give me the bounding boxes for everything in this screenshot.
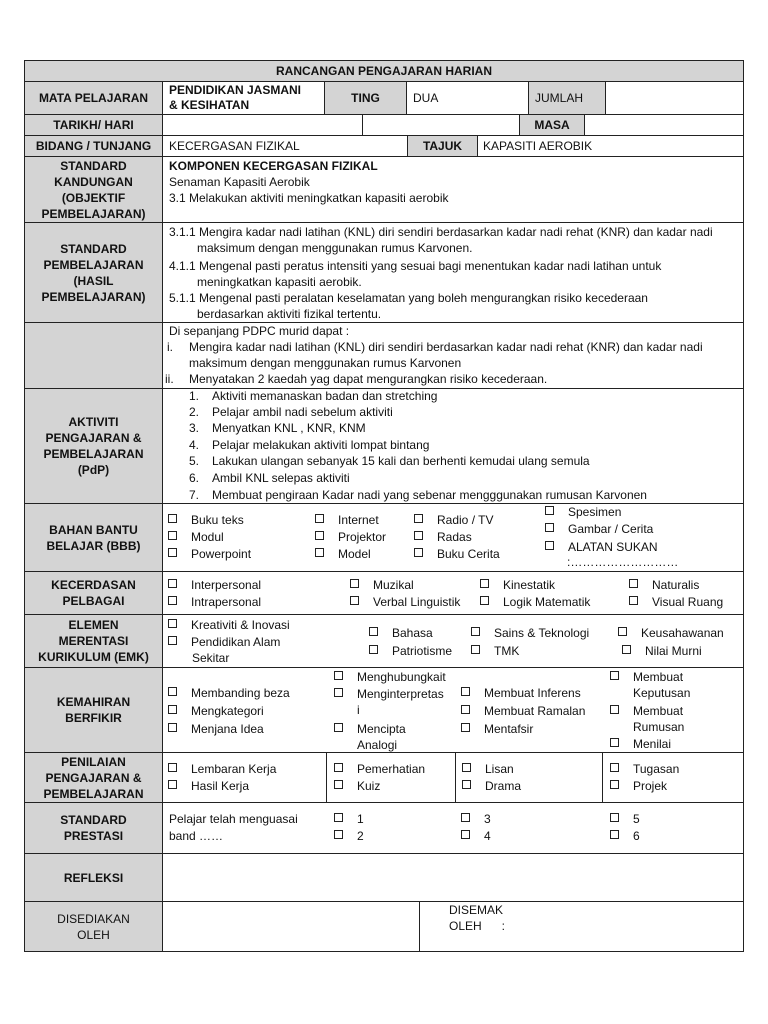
checkbox-icon (480, 596, 489, 605)
prestasi-text-1: Pelajar telah menguasai (169, 812, 298, 826)
kp-option-label: Naturalis (652, 578, 700, 592)
masa-value[interactable] (584, 114, 744, 136)
checkbox-icon (629, 579, 638, 588)
kp-option-label: Kinestatik (503, 578, 556, 592)
aktiviti-num: 3. (189, 421, 200, 435)
band-option[interactable] (334, 811, 364, 827)
checkbox-icon (462, 780, 471, 789)
tajuk-value[interactable] (477, 135, 744, 157)
checkbox-icon (168, 780, 177, 789)
kb-option-label: Membuat (633, 704, 684, 718)
refleksi-label-text: REFLEKSI (63, 870, 124, 885)
checkbox-icon (334, 763, 343, 772)
band-option[interactable] (610, 811, 640, 827)
prestasi-label-lines (60, 812, 126, 844)
masa-label (519, 114, 585, 136)
checkbox-icon (315, 531, 324, 540)
kb-option[interactable] (334, 686, 444, 702)
bbb-option-label: Modul (191, 530, 224, 544)
penilaian-option[interactable] (334, 761, 425, 777)
kp-label (24, 571, 163, 615)
kp-option[interactable] (480, 594, 590, 610)
bbb-option[interactable] (168, 529, 224, 545)
bidang-label-text: BIDANG / TUNJANG (35, 139, 152, 153)
prestasi-label-line: STANDARD (60, 813, 127, 827)
emk-option-label: Bahasa (392, 626, 433, 640)
penilaian-option-label: Lembaran Kerja (191, 762, 277, 776)
checkbox-icon (350, 579, 359, 588)
tajuk-label (407, 135, 478, 157)
band-option[interactable] (461, 811, 491, 827)
kb-label-lines (57, 694, 130, 726)
checkbox-icon (334, 671, 343, 680)
checkbox-icon (471, 627, 480, 636)
penilaian-option-label: Hasil Kerja (191, 779, 250, 793)
kb-option-label: Mentafsir (484, 722, 534, 736)
kp-label-lines (51, 577, 136, 609)
checkbox-icon (471, 645, 480, 654)
checkbox-icon (610, 813, 619, 822)
standard-pembelajaran-content[interactable] (162, 222, 744, 323)
checkbox-icon (414, 548, 423, 557)
aktiviti-content[interactable] (162, 388, 744, 504)
checkbox-icon (168, 548, 177, 557)
sp-item-1-b: maksimum dengan menggunakan rumus Karvonen. (197, 241, 473, 255)
checkbox-icon (168, 705, 177, 714)
jumlah-label (528, 81, 606, 115)
standard-kandungan-label (24, 156, 163, 223)
penilaian-option[interactable] (168, 778, 249, 794)
mata-pelajaran-line-2: & KESIHATAN (169, 98, 250, 112)
kb-option-label: Membuat (633, 670, 684, 684)
bidang-label (24, 135, 163, 157)
band-option-label: 2 (357, 829, 364, 843)
checkbox-icon (334, 723, 343, 732)
checkbox-icon (462, 763, 471, 772)
jumlah-value[interactable] (605, 81, 744, 115)
bbb-option-label: Gambar / Cerita (568, 522, 654, 536)
checkbox-icon (168, 763, 177, 772)
emk-option[interactable] (168, 617, 290, 633)
checkbox-icon (610, 780, 619, 789)
kb-option[interactable] (334, 669, 446, 685)
checkbox-icon (545, 523, 554, 532)
aktiviti-item: Pelajar ambil nadi sebelum aktiviti (212, 405, 393, 419)
bbb-content (162, 503, 744, 572)
sp-label-line: PEMBELAJARAN (43, 257, 144, 272)
band-option-label: 1 (357, 812, 364, 826)
kp-option[interactable] (629, 577, 699, 593)
kb-option[interactable] (610, 736, 671, 752)
emk-option[interactable] (622, 643, 702, 659)
aktiviti-label-lines (43, 414, 143, 478)
checkbox-icon (610, 830, 619, 839)
aktiviti-num: 1. (189, 389, 200, 403)
band-option-label: 3 (484, 812, 491, 826)
masa-label-text: MASA (534, 118, 570, 132)
bbb-option-label: Buku teks (191, 513, 244, 527)
penilaian-label-lines (43, 754, 143, 802)
emk-option-label: Patriotisme (392, 644, 453, 658)
checkbox-icon (461, 830, 470, 839)
mata-pelajaran-label (24, 81, 163, 115)
emk-option-label: Nilai Murni (645, 644, 702, 658)
refleksi-content[interactable] (162, 853, 744, 902)
checkbox-icon (610, 738, 619, 747)
band-option-label: 6 (633, 829, 640, 843)
checkbox-icon (461, 687, 470, 696)
aktiviti-item: Aktiviti memanaskan badan dan stretching (212, 389, 438, 403)
penilaian-option[interactable] (168, 761, 276, 777)
penilaian-label-line: PENGAJARAN & (45, 770, 142, 785)
emk-option[interactable] (618, 625, 724, 641)
tarikh-label-text: TARIKH/ HARI (53, 118, 134, 132)
ting-label-text: TING (351, 91, 380, 105)
bbb-option-label: Powerpoint (191, 547, 252, 561)
kp-option[interactable] (629, 594, 723, 610)
emk-label-line: MERENTASI (58, 634, 129, 648)
kb-option[interactable] (168, 685, 290, 701)
kb-option-label: Mencipta (357, 722, 406, 736)
tarikh-label (24, 114, 163, 136)
sp-item-2-b: meningkatkan kapasiti aerobik. (197, 275, 362, 289)
bbb-option-label: Internet (338, 513, 379, 527)
bbb-option[interactable] (414, 546, 500, 562)
penilaian-option[interactable] (462, 778, 521, 794)
objektif-intro: Di sepanjang PDPC murid dapat : (169, 324, 350, 338)
alatan-sukan-dots: :……………………… (567, 555, 679, 569)
checkbox-icon (334, 688, 343, 697)
bbb-option[interactable] (315, 546, 371, 562)
emk-option[interactable] (471, 643, 519, 659)
penilaian-option-label: Projek (633, 779, 668, 793)
aktiviti-item: Lakukan ulangan sebanyak 15 kali dan berhenti kemudai ulang semula (212, 454, 590, 468)
band-option-label: 4 (484, 829, 491, 843)
checkbox-icon (461, 723, 470, 732)
kb-content (162, 667, 744, 753)
kb-option[interactable] (610, 703, 683, 719)
checkbox-icon (334, 830, 343, 839)
bbb-option[interactable] (545, 539, 658, 555)
penilaian-option-label: Lisan (485, 762, 514, 776)
bbb-option-label: Model (338, 547, 371, 561)
penilaian-label-line: PEMBELAJARAN (43, 786, 144, 801)
disediakan-line: OLEH (77, 927, 110, 942)
sk-label-line: (OBJEKTIF (61, 190, 126, 205)
kb-option[interactable] (610, 669, 683, 685)
bbb-option[interactable] (168, 546, 251, 562)
aktiviti-label-line: PENGAJARAN & (45, 431, 142, 445)
kb-label-line: KEMAHIRAN (56, 695, 131, 709)
aktiviti-item: Menyatkan KNL , KNR, KNM (212, 421, 366, 435)
penilaian-label-line: PENILAIAN (61, 754, 126, 769)
emk-option[interactable] (369, 625, 433, 641)
kb-option-label-cont: Analogi (357, 738, 398, 752)
checkbox-icon (168, 596, 177, 605)
kb-option-label: Menilai (633, 737, 672, 751)
kb-option[interactable] (334, 721, 406, 737)
bbb-option-label: Radio / TV (437, 513, 494, 527)
aktiviti-num: 4. (189, 438, 200, 452)
prestasi-text-2: band …… (169, 829, 224, 843)
penilaian-option-label: Tugasan (633, 762, 680, 776)
sk-label-line: KANDUNGAN (54, 174, 133, 189)
emk-option-label-cont: Sekitar (192, 651, 230, 665)
sp-item-3-b: berdasarkan aktiviti fizikal tertentu. (197, 307, 382, 321)
sk-label-line: STANDARD (60, 158, 127, 173)
bbb-label (24, 503, 163, 572)
checkbox-icon (618, 627, 627, 636)
aktiviti-item: Membuat pengiraan Kadar nadi yang sebenar mengggunakan rumusan Karvonen (212, 488, 647, 502)
checkbox-icon (350, 596, 359, 605)
kb-option-label-cont: i (357, 703, 360, 717)
objektif-ii-num: ii. (165, 372, 174, 386)
aktiviti-label-line: AKTIVITI (68, 415, 119, 429)
band-option[interactable] (334, 828, 364, 844)
standard-pembelajaran-label (24, 222, 163, 323)
checkbox-icon (168, 531, 177, 540)
sk-heading: KOMPONEN KECERGASAN FIZIKAL (169, 159, 378, 173)
checkbox-icon (168, 687, 177, 696)
sp-item-2-a: 4.1.1 Mengenal pasti peratus intensiti yang sesuai bagi menentukan kadar nadi latihan untuk (169, 259, 662, 273)
kp-option-label: Muzikal (373, 578, 414, 592)
emk-option-label: Pendidikan Alam (191, 635, 281, 649)
emk-label-line: KURIKULUM (EMK) (38, 650, 149, 664)
checkbox-icon (369, 627, 378, 636)
sp-item-3-a: 5.1.1 Mengenal pasti peralatan keselamatan yang boleh mengurangkan risiko kecederaan (169, 291, 648, 305)
kb-option-label: Menghubungkait (357, 670, 446, 684)
penilaian-option-label: Kuiz (357, 779, 381, 793)
ting-value[interactable] (406, 81, 529, 115)
disediakan-line: DISEDIAKAN (57, 911, 130, 926)
aktiviti-item: Ambil KNL selepas aktiviti (212, 471, 350, 485)
kb-option-label: Menjana Idea (191, 722, 264, 736)
checkbox-icon (315, 548, 324, 557)
objektif-label (24, 322, 163, 389)
emk-option-label: Keusahawanan (641, 626, 724, 640)
bbb-option-label: Spesimen (568, 505, 622, 519)
checkbox-icon (315, 514, 324, 523)
checkbox-icon (168, 619, 177, 628)
emk-label-line: ELEMEN (68, 618, 119, 632)
band-option[interactable] (610, 828, 640, 844)
checkbox-icon (629, 596, 638, 605)
emk-option[interactable] (369, 643, 452, 659)
kb-label-line: BERFIKIR (65, 711, 122, 725)
checkbox-icon (168, 723, 177, 732)
kb-option[interactable] (461, 721, 533, 737)
penilaian-col-1 (162, 752, 327, 803)
objektif-i-b: maksimum dengan menggunakan rumus Karvonen (189, 356, 462, 370)
aktiviti-label-line: (PdP) (77, 463, 110, 477)
mata-pelajaran-line-1: PENDIDIKAN JASMANI (169, 83, 302, 97)
emk-option-label: Sains & Teknologi (494, 626, 590, 640)
kb-option-label: Menginterpretas (357, 687, 444, 701)
tarikh-value[interactable] (162, 114, 363, 136)
page-title (24, 60, 744, 82)
checkbox-icon (334, 813, 343, 822)
bbb-label-lines (47, 522, 141, 554)
bidang-value-text: KECERGASAN FIZIKAL (169, 139, 300, 153)
kb-option[interactable] (168, 721, 264, 737)
mata-pelajaran-value[interactable] (162, 81, 325, 115)
sk-line-1: Senaman Kapasiti Aerobik (169, 175, 310, 189)
kb-label (24, 667, 163, 753)
penilaian-option[interactable] (462, 761, 514, 777)
sp-label-line: (HASIL (73, 273, 114, 288)
kp-label-line: PELBAGAI (62, 594, 125, 608)
bbb-option[interactable] (414, 512, 493, 528)
sk-label-lines (41, 158, 145, 222)
kb-option-label: Membuat Ramalan (484, 704, 586, 718)
kp-option[interactable] (350, 594, 460, 610)
emk-option-label: Kreativiti & Inovasi (191, 618, 290, 632)
penilaian-option[interactable] (610, 761, 679, 777)
objektif-content[interactable] (162, 322, 744, 389)
checkbox-icon (545, 506, 554, 515)
aktiviti-num: 2. (189, 405, 200, 419)
emk-option-label: TMK (494, 644, 520, 658)
prestasi-content (162, 802, 744, 854)
sk-line-2: 3.1 Melakukan aktiviti meningkatkan kapasiti aerobik (169, 191, 449, 205)
standard-kandungan-content[interactable] (162, 156, 744, 223)
aktiviti-item: Pelajar melakukan aktiviti lompat bintang (212, 438, 430, 452)
disemak-content[interactable] (419, 901, 744, 952)
bbb-option[interactable] (315, 529, 386, 545)
kb-option-label: Mengkategori (191, 704, 264, 718)
bbb-label-line: BAHAN BANTU (49, 522, 138, 537)
checkbox-icon (168, 579, 177, 588)
checkbox-icon (168, 636, 177, 645)
tajuk-value-text: KAPASITI AEROBIK (483, 139, 593, 153)
sp-item-1-a: 3.1.1 Mengira kadar nadi latihan (KNL) diri sendiri berdasarkan kadar nadi rehat (KNR) dan kadar nadi (169, 225, 713, 239)
band-option-label: 5 (633, 812, 640, 826)
kp-option-label: Logik Matematik (503, 595, 591, 609)
kb-option-label-cont: Rumusan (633, 720, 685, 734)
emk-content (162, 614, 744, 668)
hari-value[interactable] (362, 114, 520, 136)
bbb-option[interactable] (545, 504, 621, 520)
penilaian-option[interactable] (610, 778, 667, 794)
kp-content (162, 571, 744, 615)
checkbox-icon (610, 671, 619, 680)
tajuk-label-text: TAJUK (422, 139, 463, 153)
kb-option[interactable] (168, 703, 264, 719)
emk-label (24, 614, 163, 668)
kb-option[interactable] (461, 685, 581, 701)
penilaian-option[interactable] (334, 778, 380, 794)
checkbox-icon (334, 780, 343, 789)
mata-pelajaran-label-text: MATA PELAJARAN (38, 91, 149, 105)
disediakan-value[interactable] (162, 901, 420, 952)
aktiviti-num: 5. (189, 454, 200, 468)
penilaian-option-label: Drama (485, 779, 522, 793)
band-option[interactable] (461, 828, 491, 844)
kp-option[interactable] (168, 594, 261, 610)
disediakan-lines (57, 911, 130, 943)
emk-option[interactable] (471, 625, 589, 641)
bbb-option[interactable] (168, 512, 244, 528)
disediakan-label (24, 901, 163, 952)
bbb-label-line: BELAJAR (BBB) (46, 538, 141, 553)
checkbox-icon (610, 705, 619, 714)
bidang-value[interactable] (162, 135, 408, 157)
sk-label-line: PEMBELAJARAN) (41, 206, 146, 221)
checkbox-icon (622, 645, 631, 654)
checkbox-icon (414, 514, 423, 523)
checkbox-icon (369, 645, 378, 654)
prestasi-label-line: PRESTASI (63, 829, 124, 843)
objektif-i-num: i. (167, 340, 173, 354)
jumlah-label-text: JUMLAH (535, 91, 584, 105)
aktiviti-label (24, 388, 163, 504)
emk-option[interactable] (168, 634, 280, 650)
penilaian-col-2 (326, 752, 456, 803)
aktiviti-num: 6. (189, 471, 200, 485)
bbb-option[interactable] (414, 529, 472, 545)
kb-option-label: Membanding beza (191, 686, 290, 700)
sp-label-lines (41, 241, 145, 305)
ting-label (324, 81, 407, 115)
kp-option[interactable] (168, 577, 261, 593)
bbb-option-label: Buku Cerita (437, 547, 500, 561)
bbb-option-label: Radas (437, 530, 472, 544)
checkbox-icon (610, 763, 619, 772)
kp-option[interactable] (350, 577, 414, 593)
penilaian-option-label: Pemerhatian (357, 762, 426, 776)
objektif-i-a: Mengira kadar nadi latihan (KNL) diri sendiri berdasarkan kadar nadi rehat (KNR) dan kadar nadi (189, 340, 703, 354)
bbb-option[interactable] (315, 512, 379, 528)
sp-label-line: PEMBELAJARAN) (41, 289, 146, 304)
penilaian-col-4 (602, 752, 744, 803)
kb-option-label-cont: Keputusan (633, 686, 691, 700)
checkbox-icon (461, 705, 470, 714)
refleksi-label (24, 853, 163, 902)
checkbox-icon (545, 541, 554, 550)
checkbox-icon (168, 514, 177, 523)
bbb-option-label: Projektor (338, 530, 387, 544)
checkbox-icon (414, 531, 423, 540)
penilaian-label (24, 752, 163, 803)
ting-value-text: DUA (413, 91, 439, 105)
disemak-line-2: OLEH : (449, 919, 506, 933)
kb-option[interactable] (461, 703, 585, 719)
sp-label-line: STANDARD (60, 241, 127, 256)
checkbox-icon (480, 579, 489, 588)
objektif-ii-a: Menyatakan 2 kaedah yag dapat mengurangkan risiko kecederaan. (189, 372, 548, 386)
penilaian-col-3 (455, 752, 603, 803)
kp-option-label: Intrapersonal (191, 595, 262, 609)
kp-option-label: Visual Ruang (652, 595, 724, 609)
checkbox-icon (461, 813, 470, 822)
prestasi-label (24, 802, 163, 854)
kp-option-label: Verbal Linguistik (373, 595, 461, 609)
bbb-option[interactable] (545, 521, 653, 537)
bbb-option-label: ALATAN SUKAN (568, 540, 658, 554)
page-title-text: RANCANGAN PENGAJARAN HARIAN (275, 64, 492, 78)
kp-option[interactable] (480, 577, 555, 593)
disemak-line-1: DISEMAK (449, 903, 504, 917)
kp-label-line: KECERDASAN (51, 578, 136, 592)
aktiviti-num: 7. (189, 488, 200, 502)
kp-option-label: Interpersonal (191, 578, 262, 592)
kb-option-label: Membuat Inferens (484, 686, 581, 700)
emk-label-lines (38, 617, 149, 665)
aktiviti-label-line: PEMBELAJARAN (43, 447, 144, 461)
